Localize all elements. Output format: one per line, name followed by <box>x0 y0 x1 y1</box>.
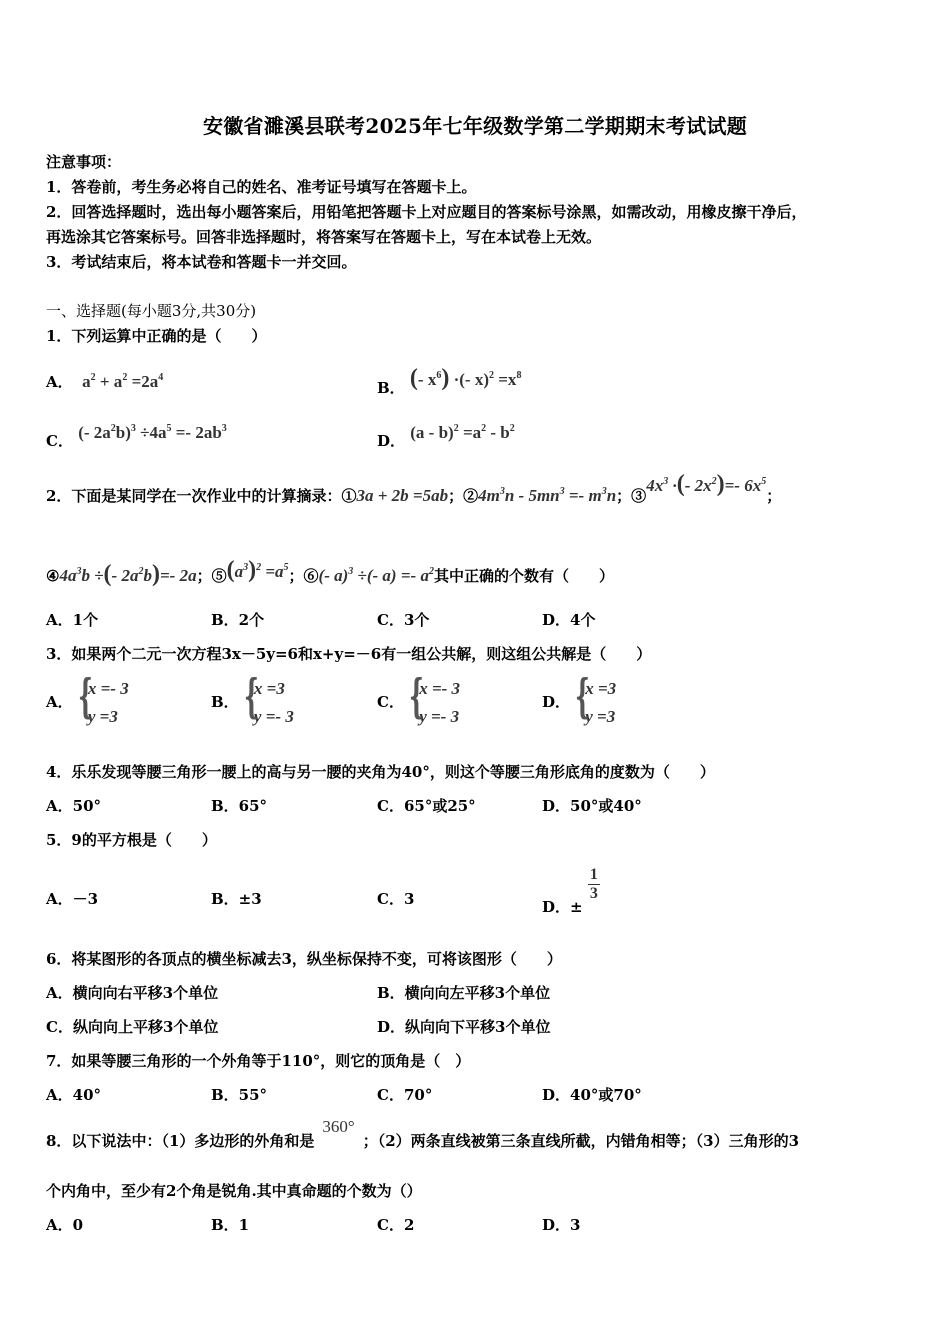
q8-option-a[interactable]: A．0 <box>46 1216 84 1234</box>
q7-option-b[interactable]: B．55° <box>211 1086 268 1104</box>
q1-c-formula: (- $2a^2b)^3 \div 4a^5 =- 2ab^3$ <box>78 423 227 442</box>
question-5-stem: 5．9的平方根是（ ） <box>46 831 217 849</box>
q6-option-b[interactable]: B．横向向左平移3个单位 <box>377 984 551 1002</box>
q2-option-c[interactable]: C．3个 <box>377 611 430 629</box>
q7-option-a[interactable]: A．40° <box>46 1086 102 1104</box>
section-heading: 一、选择题(每小题3分,共30分) <box>46 302 257 320</box>
q5-option-c[interactable]: C．3 <box>377 890 415 908</box>
note-item: 1．答卷前，考生务必将自己的姓名、准考证号填写在答题卡上。 <box>46 178 477 196</box>
q1-a-formula: $a^2 + a^2 =2a^4$ <box>77 372 164 391</box>
note-item: 2．回答选择题时，选出每小题答案后，用铅笔把答题卡上对应题目的答案标号涂黑，如需改动，用橡皮擦干净后， <box>46 203 807 221</box>
question-4-stem: 4．乐乐发现等腰三角形一腰上的高与另一腰的夹角为40°，则这个等腰三角形底角的度数为（ ） <box>46 763 715 781</box>
q4-option-c[interactable]: C．65°或25° <box>377 797 476 815</box>
q8-option-b[interactable]: B．1 <box>211 1216 250 1234</box>
q5-option-d[interactable]: D．± $\frac{1}{3}$ <box>542 866 598 917</box>
note-item: 再选涂其它答案标号。回答非选择题时，将答案写在答题卡上，写在本试卷上无效。 <box>46 228 602 246</box>
notes-heading: 注意事项： <box>46 153 122 171</box>
q1-b-formula: (- $x^6$) ·(- $x)^2 =x^8$ <box>409 365 522 391</box>
q8-option-c[interactable]: C．2 <box>377 1216 415 1234</box>
q1-option-a[interactable]: A． $a^2 + a^2 =2a^4$ <box>46 372 164 391</box>
q4-option-a[interactable]: A．50° <box>46 797 102 815</box>
q5-option-b[interactable]: B．±3 <box>211 890 262 908</box>
q3-option-b[interactable]: B． { x =3 y =- 3 <box>211 675 294 731</box>
question-7-stem: 7．如果等腰三角形的一个外角等于110°，则它的顶角是（ ） <box>46 1052 471 1070</box>
q1-d-formula: $(a - b)^2 =a^2 - b^2$ <box>410 423 515 442</box>
question-2-stem: 2．下面是某同学在一次作业中的计算摘录：①3a + 2b =5ab；$②4m^3n - 5mn^3 =- m^3n$；$③4x^3$ ·(- $2x^2)=-$ $6x^5$； <box>46 471 782 505</box>
q1-option-d[interactable]: D． $(a - b)^2 =a^2 - b^2$ <box>377 423 515 450</box>
q6-option-a[interactable]: A．横向向右平移3个单位 <box>46 984 219 1002</box>
q5-d-fraction: $\frac{1}{3}$ <box>589 866 598 902</box>
q1-option-b[interactable]: B． (- $x^6$) ·(- $x)^2 =x^8$ <box>377 365 522 397</box>
q2-expr-5: $(a^3)^2 =a^5$ <box>226 557 289 583</box>
q1-option-c[interactable]: C． (- $2a^2b)^3 \div 4a^5 =- 2ab^3$ <box>46 423 227 450</box>
question-8-stem-cont: 个内角中，至少有2个角是锐角.其中真命题的个数为（） <box>46 1182 422 1200</box>
q7-option-d[interactable]: D．40°或70° <box>542 1086 642 1104</box>
q5-option-a[interactable]: A．－3 <box>46 890 99 908</box>
q2-expr-3: $4x^3$ ·(- $2x^2)=-$ $6x^5$ <box>646 471 767 497</box>
q3-option-c[interactable]: C． { x =- 3 y =- 3 <box>377 675 460 731</box>
q6-option-d[interactable]: D．纵向向下平移3个单位 <box>377 1018 551 1036</box>
q3-a-system: { x =- 3 y =3 <box>77 669 129 726</box>
question-8-stem: 8．以下说法中：（1）多边形的外角和是360°；（2）两条直线被第三条直线所截，内错角相等；（3）三角形的3 <box>46 1117 800 1150</box>
q2-option-a[interactable]: A．1个 <box>46 611 99 629</box>
q4-option-d[interactable]: D．50°或40° <box>542 797 642 815</box>
page-title: 安徽省濉溪县联考2025年七年级数学第二学期期末考试试题 <box>202 114 748 138</box>
q2-expr-6: (- a)$^3$ ÷(- $a) =- a^2$ <box>318 566 434 585</box>
q2-expr-4: $4a^3b$ ÷(- $2a^2b)=-$ 2a <box>59 561 197 587</box>
q3-option-a[interactable]: A． { x =- 3 y =3 <box>46 675 129 731</box>
question-1-stem: 1．下列运算中正确的是（ ） <box>46 327 267 345</box>
q3-d-system: { x =3 y =3 <box>575 669 617 726</box>
q2-option-d[interactable]: D．4个 <box>542 611 596 629</box>
question-2-stem-cont: $④4a^3b$ ÷(- $2a^2b)=-$ 2a；$⑤(a^3)^2 =a^5$；⑥(- a)$^3$ ÷(- $a) =- a^2$其中正确的个数有（ ） <box>46 557 614 587</box>
q4-option-b[interactable]: B．65° <box>211 797 268 815</box>
q2-option-b[interactable]: B．2个 <box>211 611 265 629</box>
q3-b-system: { x =3 y =- 3 <box>243 669 294 726</box>
q8-angle: 360° <box>322 1117 355 1136</box>
q8-option-d[interactable]: D．3 <box>542 1216 581 1234</box>
q3-c-system: { x =- 3 y =- 3 <box>409 669 461 726</box>
q7-option-c[interactable]: C．70° <box>377 1086 433 1104</box>
question-6-stem: 6．将某图形的各顶点的横坐标减去3，纵坐标保持不变，可将该图形（ ） <box>46 950 562 968</box>
q6-option-c[interactable]: C．纵向向上平移3个单位 <box>46 1018 219 1036</box>
q3-option-d[interactable]: D． { x =3 y =3 <box>542 675 616 731</box>
q2-expr-1: 3a + 2b =5ab <box>356 486 449 505</box>
note-item: 3．考试结束后，将本试卷和答题卡一并交回。 <box>46 253 357 271</box>
question-3-stem: 3．如果两个二元一次方程3x－5y=6和x+y=－6有一组公共解，则这组公共解是（ ） <box>46 645 652 663</box>
q2-expr-2: $4m^3n - 5mn^3 =- m^3n$ <box>478 486 617 505</box>
